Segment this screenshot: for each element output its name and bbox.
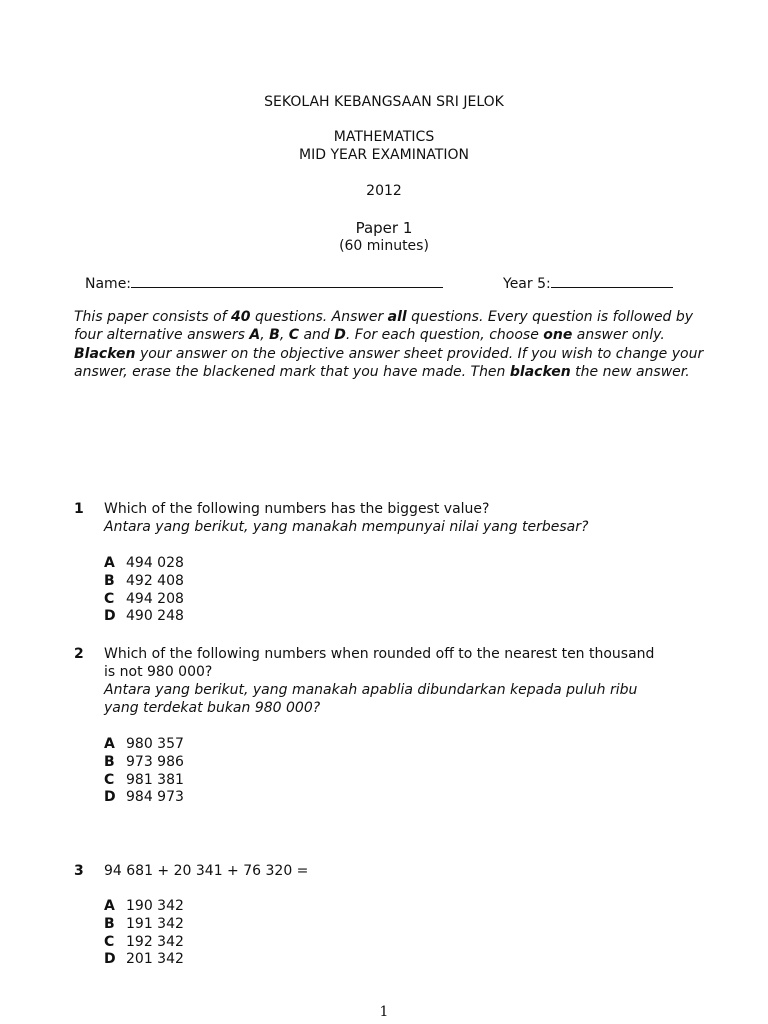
option-a[interactable]: A 494 028 bbox=[104, 555, 184, 571]
answer-options bbox=[104, 736, 184, 807]
class-field[interactable] bbox=[503, 273, 673, 293]
option-b[interactable]: B 191 342 bbox=[104, 915, 184, 932]
class-label: Year 5: bbox=[503, 276, 551, 292]
question-malay: Antara yang berikut, yang manakah mempunyai nilai yang terbesar? bbox=[104, 519, 589, 535]
name-label: Name: bbox=[85, 276, 132, 292]
question-text bbox=[104, 500, 704, 536]
option-b[interactable]: B 973 986 bbox=[104, 753, 184, 770]
question-english: Which of the following numbers when rounded off to the nearest ten thousand is not 980 000? bbox=[104, 646, 655, 680]
option-d[interactable]: D 490 248 bbox=[104, 608, 184, 625]
paper-title: Paper 1 bbox=[355, 219, 413, 237]
subject-title: MATHEMATICS bbox=[333, 129, 435, 145]
answer-options bbox=[104, 555, 184, 626]
option-d[interactable]: D 201 342 bbox=[104, 951, 184, 968]
option-a[interactable]: A 190 342 bbox=[104, 898, 184, 914]
name-blank-line[interactable] bbox=[131, 273, 443, 288]
option-d[interactable]: D 984 973 bbox=[104, 789, 184, 806]
question-english: Which of the following numbers has the biggest value? bbox=[104, 501, 490, 517]
paper-duration: (60 minutes) bbox=[339, 238, 429, 254]
question-number: 2 bbox=[74, 646, 84, 662]
option-a[interactable]: A 980 357 bbox=[104, 736, 184, 752]
question-malay: Antara yang berikut, yang manakah apablia dibundarkan kepada puluh ribu yang terdekat bukan 980 000? bbox=[104, 682, 638, 716]
question-number: 1 bbox=[74, 501, 84, 517]
page-number: 1 bbox=[379, 1004, 389, 1020]
option-c[interactable]: C 192 342 bbox=[104, 933, 184, 950]
class-blank-line[interactable] bbox=[551, 273, 673, 288]
question-number: 3 bbox=[74, 863, 84, 879]
option-c[interactable]: C 494 208 bbox=[104, 590, 184, 607]
answer-options bbox=[104, 898, 184, 969]
name-field[interactable] bbox=[85, 273, 443, 293]
exam-title: MID YEAR EXAMINATION bbox=[299, 147, 469, 163]
question-text bbox=[104, 645, 664, 717]
question-english: 94 681 + 20 341 + 76 320 = bbox=[104, 863, 309, 879]
option-b[interactable]: B 492 408 bbox=[104, 572, 184, 589]
exam-year: 2012 bbox=[366, 183, 402, 199]
option-c[interactable]: C 981 381 bbox=[104, 771, 184, 788]
question-text bbox=[104, 862, 704, 880]
instructions-paragraph: This paper consists of 40 questions. Answer all questions. Every question is followed by four alternative answers A, B, C and D. For each question, choose one answer only. Blacken your answer on the objective answer sheet provided. If you wish to change your answer, erase the blackened mark that you have made. Then blacken the new answer. bbox=[74, 309, 704, 380]
school-name: SEKOLAH KEBANGSAAN SRI JELOK bbox=[264, 94, 504, 110]
